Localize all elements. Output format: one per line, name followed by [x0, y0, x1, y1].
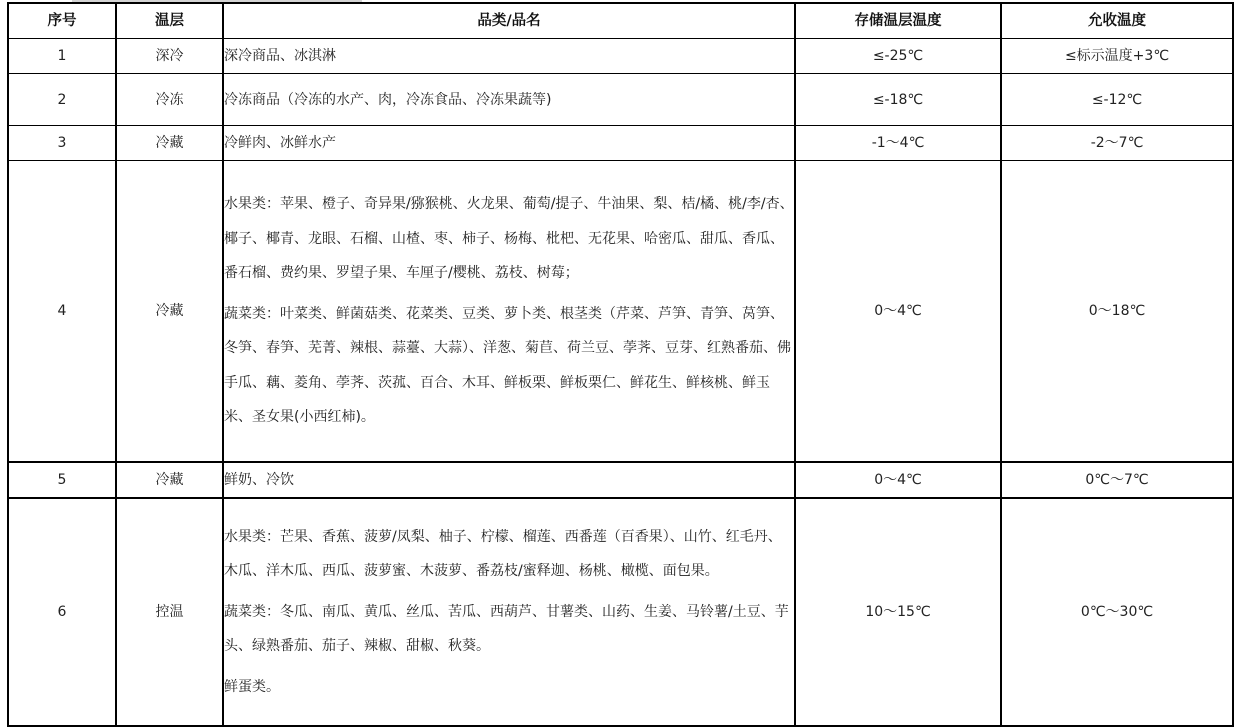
row-storage-temp: 10～15℃: [795, 498, 1001, 726]
table-row: [8, 126, 1233, 161]
row-accept-temp: -2～7℃: [1001, 126, 1233, 161]
header-layer: 温层: [116, 3, 223, 39]
egg-list: 鲜蛋类。: [224, 678, 280, 695]
vegetable-list: 蔬菜类：冬瓜、南瓜、黄瓜、丝瓜、苦瓜、西葫芦、甘薯类、山药、生姜、马铃薯/土豆、芋头、绿熟番茄、茄子、辣椒、甜椒、秋葵。: [224, 603, 789, 655]
row-no: 4: [8, 161, 116, 463]
header-no: 序号: [8, 3, 116, 39]
row-layer: 深冷: [116, 39, 223, 74]
row-accept-temp: ≤标示温度+3℃: [1001, 39, 1233, 74]
row-layer: 冷冻: [116, 74, 223, 126]
table-row: [8, 462, 1233, 498]
row-items: 冷冻商品（冷冻的水产、肉，冷冻食品、冷冻果蔬等): [223, 74, 795, 126]
row-items: [223, 498, 795, 726]
row-accept-temp: 0℃～30℃: [1001, 498, 1233, 726]
row-layer: 冷藏: [116, 126, 223, 161]
header-items: 品类/品名: [223, 3, 795, 39]
table-row: [8, 74, 1233, 126]
table-row: [8, 161, 1233, 463]
table-row: [8, 39, 1233, 74]
row-storage-temp: 0～4℃: [795, 462, 1001, 498]
row-layer: 冷藏: [116, 161, 223, 463]
row-no: 5: [8, 462, 116, 498]
row-storage-temp: 0～4℃: [795, 161, 1001, 463]
row-no: 2: [8, 74, 116, 126]
row-accept-temp: 0～18℃: [1001, 161, 1233, 463]
row-no: 1: [8, 39, 116, 74]
table-row: [8, 498, 1233, 726]
row-items: [223, 161, 795, 463]
row-no: 3: [8, 126, 116, 161]
row-items: 冷鲜肉、冰鲜水产: [223, 126, 795, 161]
row-storage-temp: ≤-18℃: [795, 74, 1001, 126]
temperature-requirements-table: [7, 2, 1234, 727]
vegetable-list: 蔬菜类：叶菜类、鲜菌菇类、花菜类、豆类、萝卜类、根茎类（芹菜、芦笋、青笋、莴笋、冬笋、春笋、芜菁、辣根、蒜薹、大蒜）、洋葱、菊苣、荷兰豆、荸荠、豆芽、红熟番茄、佛手瓜、藕、菱角、荸荠、茨菰、百合、木耳、鲜板栗、鲜板栗仁、鲜花生、鲜核桃、鲜玉米、圣女果(小西红柿)。: [224, 305, 791, 426]
row-storage-temp: -1～4℃: [795, 126, 1001, 161]
row-accept-temp: 0℃～7℃: [1001, 462, 1233, 498]
row-storage-temp: ≤-25℃: [795, 39, 1001, 74]
header-accept-temp: 允收温度: [1001, 3, 1233, 39]
row-items: 深冷商品、冰淇淋: [223, 39, 795, 74]
table-header-row: [8, 3, 1233, 39]
row-no: 6: [8, 498, 116, 726]
header-storage-temp: 存储温层温度: [795, 3, 1001, 39]
row-layer: 控温: [116, 498, 223, 726]
row-items: 鲜奶、冷饮: [223, 462, 795, 498]
row-accept-temp: ≤-12℃: [1001, 74, 1233, 126]
row-layer: 冷藏: [116, 462, 223, 498]
fruit-list: 水果类：苹果、橙子、奇异果/猕猴桃、火龙果、葡萄/提子、牛油果、梨、桔/橘、桃/李/杏、椰子、椰青、龙眼、石榴、山楂、枣、柿子、杨梅、枇杷、无花果、哈密瓜、甜瓜、香瓜、番石榴、费约果、罗望子果、车厘子/樱桃、荔枝、树莓；: [224, 196, 794, 282]
fruit-list: 水果类：芒果、香蕉、菠萝/凤梨、柚子、柠檬、榴莲、西番莲（百香果）、山竹、红毛丹、木瓜、洋木瓜、西瓜、菠萝蜜、木菠萝、番荔枝/蜜释迦、杨桃、橄榄、面包果。: [224, 528, 782, 580]
